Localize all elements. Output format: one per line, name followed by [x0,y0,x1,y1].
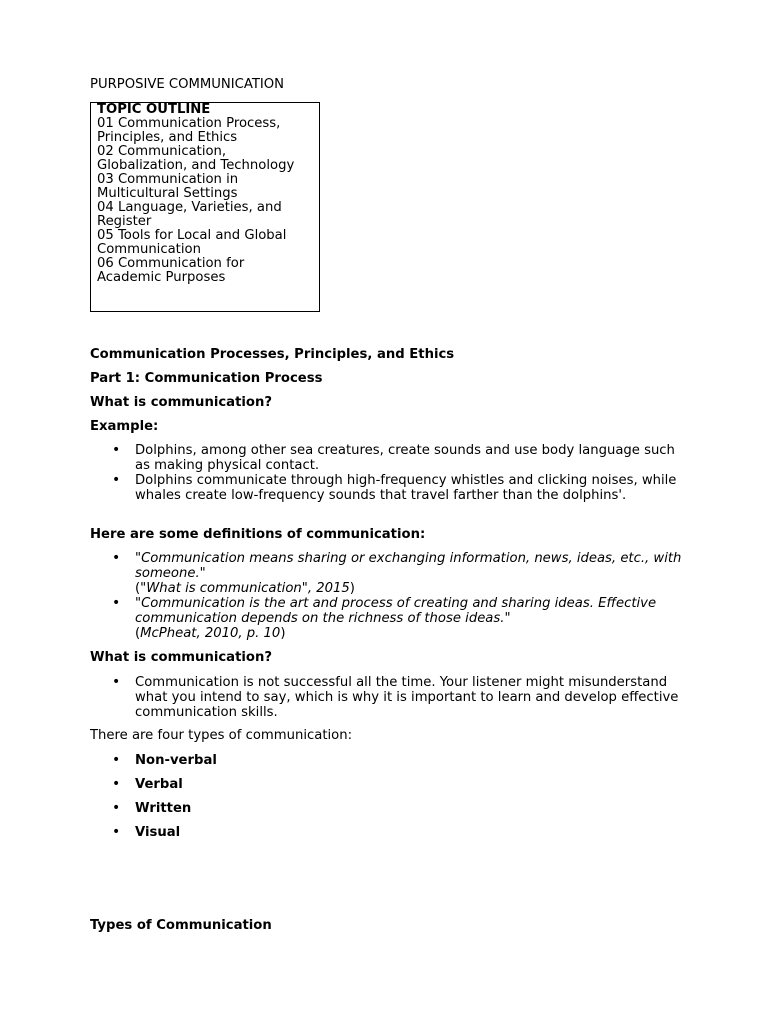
list-item: • Dolphins communicate through high-frequency whistles and clicking noises, while whales create low-frequency sounds that travel farther than the dolphins'. [112,472,677,503]
types-list [90,753,690,849]
outline-line: Register [97,214,152,229]
outline-line: 01 Communication Process, [97,116,281,131]
bullet-icon: • [112,550,121,566]
list-item: • Dolphins, among other sea creatures, create sounds and use body language such as making physical contact. [112,442,675,473]
list-item: • Written [112,800,192,816]
list-item: • Visual [112,824,181,840]
outline-line: 02 Communication, [97,144,227,159]
example-label: Example: [90,419,159,434]
definition-quote: Communication means sharing or exchanging information, news, ideas, etc., with someone. [135,551,682,581]
document-title: PURPOSIVE COMMUNICATION [90,77,285,92]
types-heading: Types of Communication [90,918,272,933]
bullet-icon: • [112,776,121,792]
outline-line: Principles, and Ethics [97,130,238,145]
part-title: Part 1: Communication Process [90,371,323,386]
outline-line: 05 Tools for Local and Global [97,228,287,243]
note-list [90,675,690,720]
list-item: • "Communication means sharing or exchanging information, news, ideas, etc., with someone." ("What is communication", 2015) [112,550,682,596]
topic-outline-box [90,102,320,312]
list-item: • Non-verbal [112,752,217,768]
bullet-icon: • [112,442,121,458]
examples-list [90,443,690,503]
outline-line: 06 Communication for [97,256,245,271]
bullet-icon: • [112,824,121,840]
outline-line: Globalization, and Technology [97,158,295,173]
list-item: • "Communication is the art and process of creating and sharing ideas. Effective communication depends on the richness of those ideas." (McPheat, 2010, p. 10) [112,595,657,641]
definition-source: McPheat, 2010, p. 10 [140,626,281,641]
question-heading: What is communication? [90,650,272,665]
bullet-icon: • [112,752,121,768]
definition-source: "What is communication", 2015 [140,581,350,596]
outline-heading: TOPIC OUTLINE [97,102,211,117]
outline-line: 03 Communication in [97,172,239,187]
outline-line: Multicultural Settings [97,186,238,201]
outline-line: Communication [97,242,201,257]
bullet-icon: • [112,674,121,690]
bullet-icon: • [112,595,121,611]
section-title: Communication Processes, Principles, and Ethics [90,347,455,362]
outline-line: Academic Purposes [97,270,226,285]
question-heading: What is communication? [90,395,272,410]
definitions-list [90,551,690,641]
list-item: • Communication is not successful all the time. Your listener might misunderstand what you intend to say, which is why it is important to learn and develop effective communication skills. [112,674,679,720]
definition-quote: Communication is the art and process of creating and sharing ideas. Effective communication depends on the richness of those ideas. [135,596,657,626]
list-item: • Verbal [112,776,183,792]
types-intro: There are four types of communication: [90,728,353,743]
outline-line: 04 Language, Varieties, and [97,200,282,215]
bullet-icon: • [112,800,121,816]
definitions-heading: Here are some definitions of communication: [90,527,426,542]
bullet-icon: • [112,472,121,488]
